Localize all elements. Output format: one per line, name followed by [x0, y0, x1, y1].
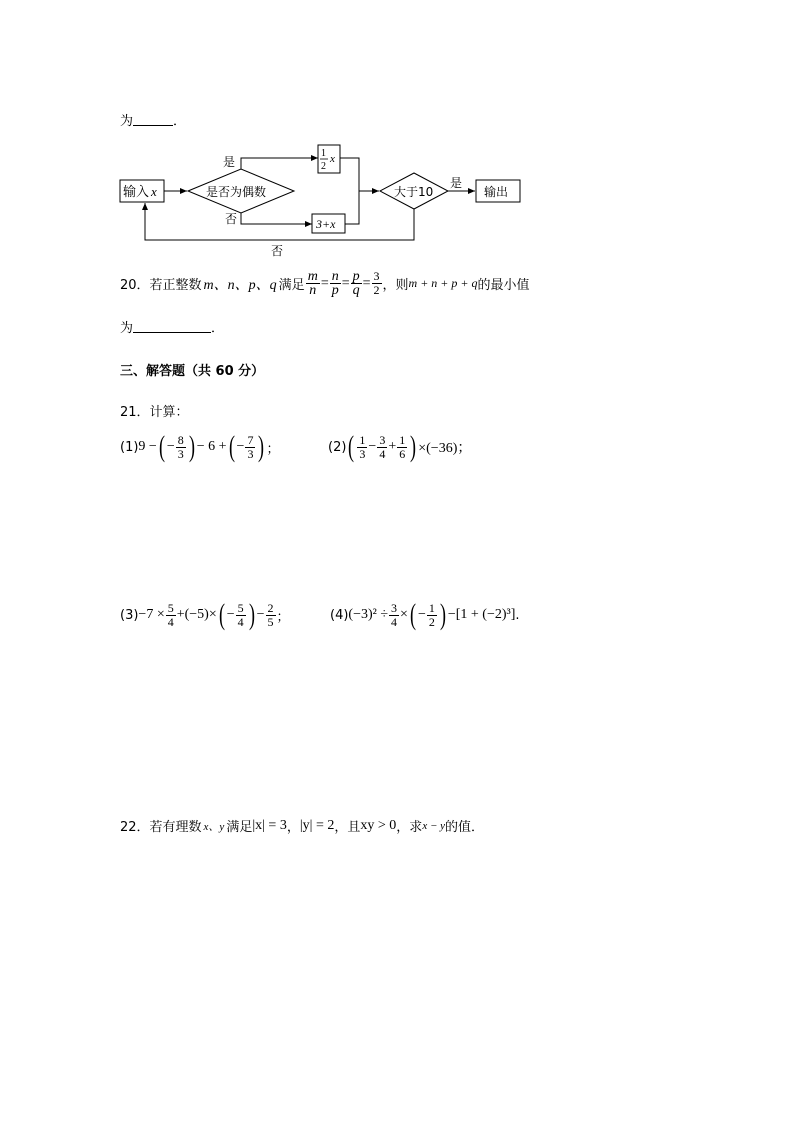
- svg-text:输入x: [123, 184, 157, 200]
- q20-answer-blank: [133, 320, 211, 333]
- q22-cond2: |y| = 2: [299, 817, 335, 833]
- q21-p3-a: −7 ×: [138, 607, 165, 622]
- no-label-1: 否: [225, 212, 238, 226]
- frac-three-halves: $\frac{3}{2}$: [373, 269, 380, 297]
- q20-number: 20．若正整数: [120, 278, 202, 293]
- frac-p-q: $\frac{p}{q}$: [352, 269, 360, 298]
- q20-then: ，则: [382, 278, 409, 293]
- q21-p2-end: ×(−36)；: [418, 441, 472, 456]
- q22-line: [120, 816, 484, 835]
- q20-line1: 20．若正整数 m、n、p、q 满足 $\frac{m}{n}$ = $\frac{n}{p}$ = $\frac{p}{q}$ = $\frac{3}{2}$ ，则 m + n + p + q 的最小值: [120, 269, 530, 298]
- q21-part1: (1) 9 − ( − $\frac{8}{3}$ ) − 6 + ( − $\frac{7}{3}$ ) ；: [120, 430, 280, 463]
- frac-m-n: $\frac{m}{n}$: [307, 269, 318, 298]
- q21-p1-a: 9 −: [138, 439, 157, 454]
- q21-p3-end: ；: [276, 609, 290, 625]
- q20-vars: m、n、p、q: [203, 277, 277, 293]
- q21-p4-end: .: [515, 607, 520, 623]
- loop-no-label: 否: [271, 244, 284, 258]
- three-plus-x-label: 3+x: [316, 217, 336, 231]
- q21-title: 21．计算：: [120, 405, 189, 420]
- q22-satisfy: 满足: [226, 820, 253, 835]
- q19-answer-blank: [133, 113, 173, 126]
- q21-p1-label: (1): [120, 439, 139, 455]
- q19-answer-line: [120, 110, 186, 129]
- q21-part3: (3) −7 × $\frac{5}{4}$ +(−5)× ( − $\frac{5}{4}$ ) − $\frac{2}{5}$ ；: [120, 598, 290, 631]
- q22-tail: 的值．: [445, 820, 485, 835]
- q21-p3-b: +(−5)×: [176, 607, 217, 622]
- q22-vars: x、y: [203, 820, 225, 833]
- q20-satisfy: 满足: [278, 278, 305, 293]
- yes-label-2: 是: [450, 176, 463, 190]
- decision2-label: 大于10: [394, 185, 434, 199]
- q22-and: ，且: [334, 820, 361, 835]
- q22-sep: ，: [286, 820, 300, 835]
- q22-ask: ，求: [396, 820, 423, 835]
- flowchart: [110, 140, 540, 260]
- q22-prefix: 22．若有理数: [120, 820, 202, 835]
- input-var: x: [151, 184, 157, 199]
- q21-p4-label: (4): [330, 607, 349, 623]
- half-den: 2: [321, 161, 326, 172]
- q21-p3-label: (3): [120, 607, 139, 623]
- q20-line2-suffix: ．: [211, 321, 225, 336]
- decision1-label: 是否为偶数: [206, 185, 267, 199]
- q21-p3-c: −: [256, 607, 265, 622]
- half-num: 1: [321, 148, 326, 159]
- q21-p1-end: ；: [266, 441, 280, 457]
- q22-cond1: |x| = 3: [252, 817, 287, 833]
- q22-cond3: xy > 0: [360, 817, 397, 833]
- q20-line2-prefix: 为: [120, 321, 134, 336]
- frac-n-p: $\frac{n}{p}$: [331, 269, 339, 298]
- q21-p4-a: (−3)² ÷: [348, 607, 389, 622]
- input-label: 输入: [123, 185, 150, 200]
- q19-suffix: ．: [173, 114, 187, 129]
- q21-part4: (4) (−3)² ÷ $\frac{3}{4}$ × ( − $\frac{1}{2}$ ) −[1 + (−2)³] .: [330, 598, 520, 631]
- half-var: x: [330, 153, 335, 165]
- q21-part2: (2) ( $\frac{1}{3}$ − $\frac{3}{4}$ + $\frac{1}{6}$ ) ×(−36)；: [328, 430, 472, 463]
- q21-p1-b: − 6 +: [196, 439, 227, 454]
- q20-sum: m + n + p + q: [408, 276, 478, 290]
- q19-prefix: 为: [120, 114, 134, 129]
- yes-label-1: 是: [223, 155, 236, 169]
- q21-p4-b: ×: [400, 607, 408, 622]
- q20-line2: [120, 317, 224, 336]
- section3-title: 三、解答题（共 60 分）: [120, 364, 265, 379]
- q22-expr: x − y: [422, 819, 445, 832]
- q21-p2-label: (2): [328, 439, 347, 455]
- q21-p4-c: −[1 + (−2)³]: [447, 607, 516, 622]
- svg-text:大于10: [394, 184, 433, 199]
- output-label: 输出: [484, 185, 509, 199]
- q20-tail: 的最小值: [477, 278, 530, 293]
